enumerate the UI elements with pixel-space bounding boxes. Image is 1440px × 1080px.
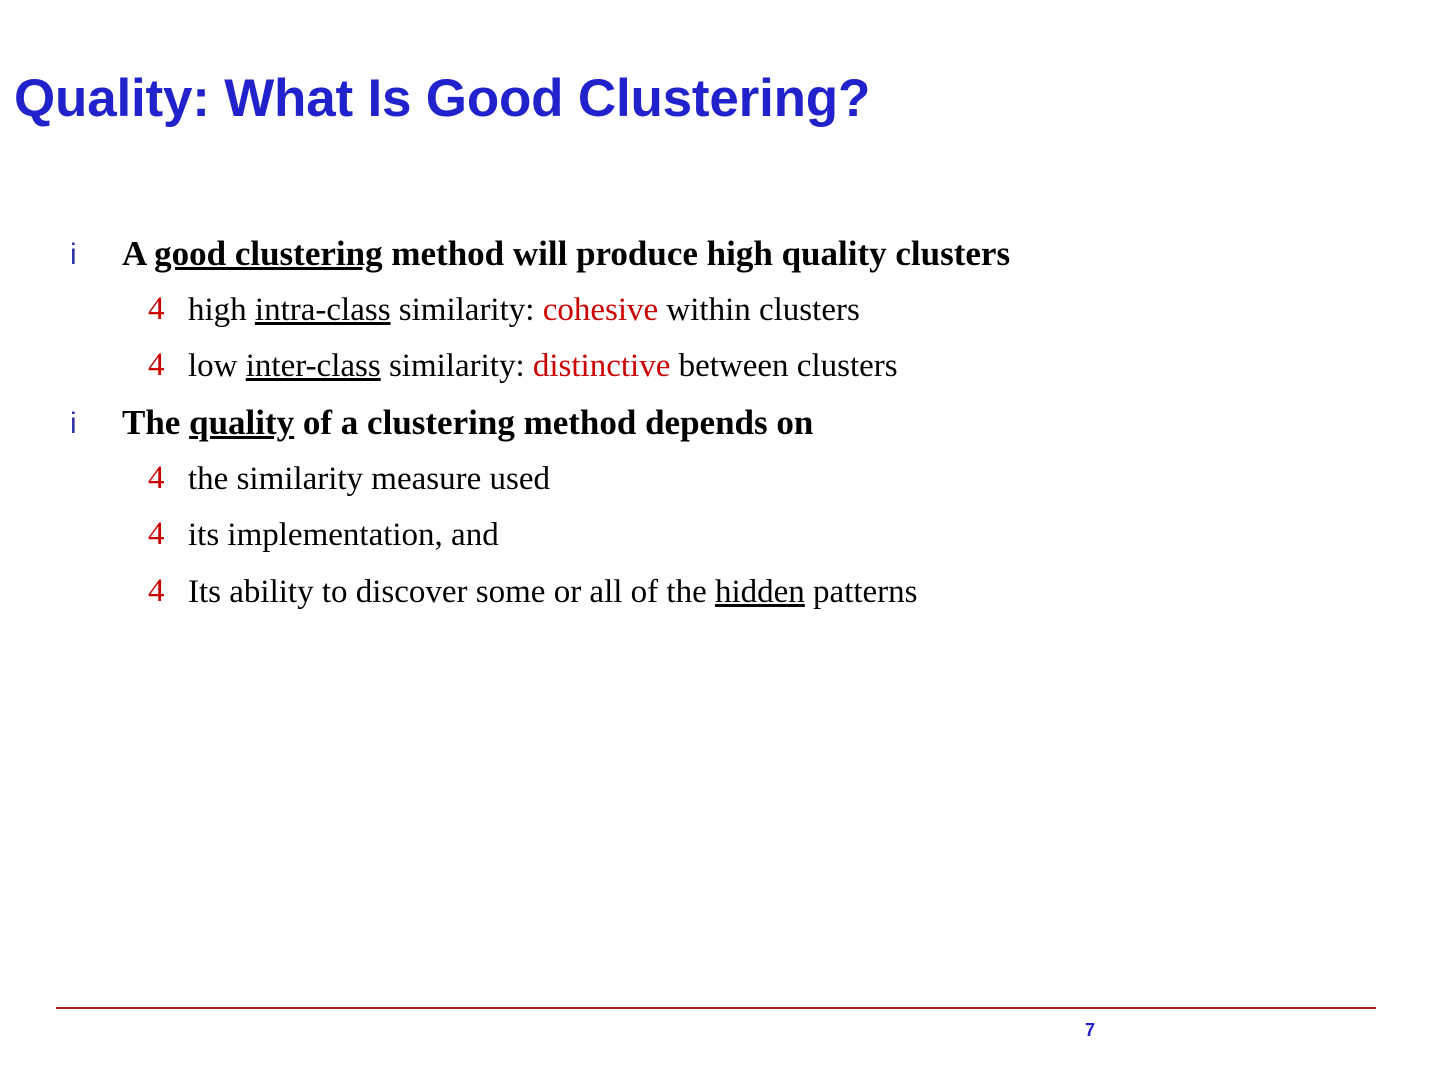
bullet-marker-icon: 4 [148,290,165,327]
text-segment: low [188,348,246,385]
text-segment: similarity: [390,291,543,328]
list-item [70,232,1400,277]
text-segment-highlight: distinctive [532,348,671,385]
text-segment: of a clustering method depends on [294,403,814,443]
text-segment: its implementation, and [188,517,499,554]
text-segment-underlined: hidden [714,573,805,610]
text-segment: Its ability to discover some or all of the [188,573,715,610]
text-segment: the similarity measure used [188,461,550,498]
text-segment-underlined: inter-class [245,348,381,385]
text-segment: patterns [804,573,918,610]
footer-divider [56,1007,1376,1009]
page-title: Quality: What Is Good Clustering? [14,69,871,128]
list-item-text [188,289,860,331]
list-item-text [188,571,918,613]
list-item-text [188,514,499,556]
list-item [70,401,1400,446]
text-segment-highlight: cohesive [542,291,659,328]
bullet-marker-icon: 4 [148,572,165,609]
text-segment: within clusters [658,291,860,328]
bullet-marker-icon: 4 [148,516,165,553]
text-segment: similarity: [380,348,533,385]
text-segment: A [122,234,155,273]
text-segment-underlined: intra-class [254,291,391,328]
list-item [70,571,1400,613]
list-item-text [122,232,1010,277]
list-item-text [188,345,898,387]
bullet-marker-icon: 4 [148,347,165,384]
text-segment: between clusters [670,348,898,385]
list-item [70,458,1400,500]
slide-body [70,232,1400,627]
bullet-marker-icon: 4 [148,460,165,497]
text-segment: high [188,291,255,328]
bullet-marker-icon: i [70,407,77,441]
text-segment-underlined: quality [189,403,295,443]
list-item-text [122,401,813,446]
page-number: 7 [1085,1020,1096,1040]
list-item-text [188,458,550,500]
text-segment: The [122,403,190,443]
text-segment-underlined: good clustering [154,234,383,273]
list-item [70,289,1400,331]
bullet-marker-icon: i [70,238,77,271]
text-segment: method will produce high quality clusters [382,234,1011,273]
list-item [70,345,1400,387]
list-item [70,514,1400,556]
